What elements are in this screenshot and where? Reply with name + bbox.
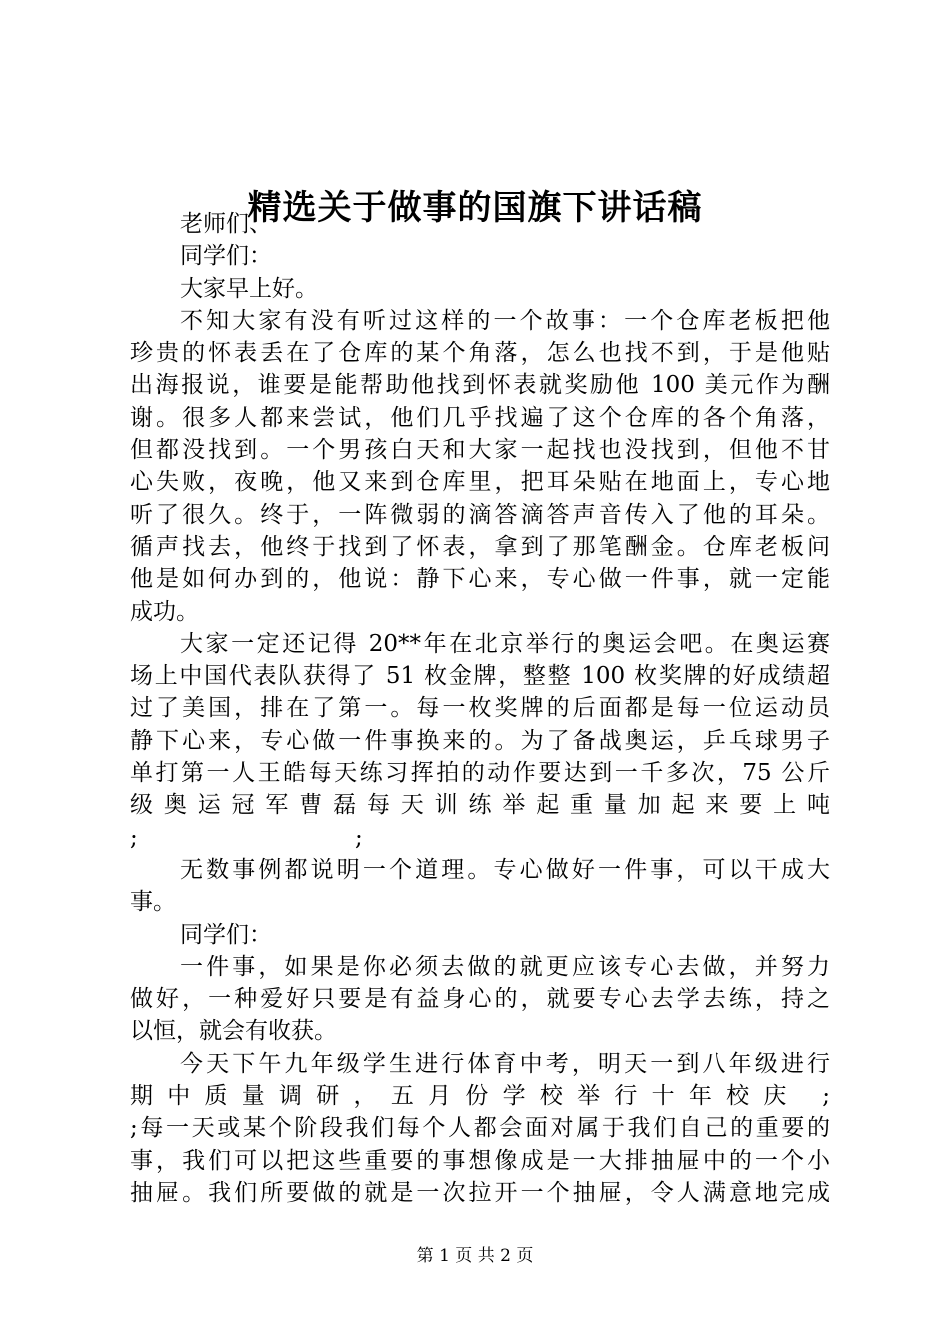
text-line: 抽屉。我们所要做的就是一次拉开一个抽屉，令人满意地完成 (130, 1179, 830, 1206)
text-line: 事，我们可以把这些重要的事想像成是一大排抽屉中的一个小 (130, 1147, 830, 1174)
text-line: 大家早上好。 (180, 275, 318, 302)
text-line: 静下心来，专心做一件事换来的。为了备战奥运，乒乓球男子 (130, 727, 830, 754)
text-line: 单打第一人王皓每天练习挥拍的动作要达到一千多次，75 公斤 (130, 760, 830, 787)
text-line: 同学们： (180, 243, 272, 270)
text-line: 谢。很多人都来尝试，他们几乎找遍了这个仓库的各个角落， (130, 404, 830, 431)
text-line: 循声找去，他终于找到了怀表，拿到了那笔酬金。仓库老板问 (130, 533, 830, 560)
document-body (130, 208, 830, 1209)
text-line: ; ; (130, 824, 363, 851)
text-line: 珍贵的怀表丢在了仓库的某个角落，怎么也找不到，于是他贴 (130, 340, 830, 367)
text-line: 大家一定还记得 20**年在北京举行的奥运会吧。在奥运赛 (180, 630, 830, 657)
text-line: 事。 (130, 889, 176, 916)
text-line: 无数事例都说明一个道理。专心做好一件事，可以干成大 (180, 856, 830, 883)
text-line: 老师们、 (180, 211, 272, 237)
document-title: 精选关于做事的国旗下讲话稿 (247, 188, 703, 228)
text-line: 同学们： (180, 921, 272, 948)
text-line: 期中质量调研，五月份学校举行十年校庆 ; (130, 1083, 830, 1110)
text-line: 成功。 (130, 598, 199, 625)
text-line: 但都没找到。一个男孩白天和大家一起找也没找到，但他不甘 (130, 437, 830, 464)
text-line: 今天下午九年级学生进行体育中考，明天一到八年级进行 (180, 1050, 830, 1077)
text-line: 他是如何办到的，他说：静下心来，专心做一件事，就一定能 (130, 566, 830, 593)
text-line: 以恒，就会有收获。 (130, 1018, 337, 1045)
text-line: 出海报说，谁要是能帮助他找到怀表就奖励他 100 美元作为酬 (130, 372, 830, 399)
text-line: 级奥运冠军曹磊每天训练举起重量加起来要上吨 (130, 792, 830, 819)
text-line: 做好，一种爱好只要是有益身心的，就要专心去学去练，持之 (130, 986, 830, 1013)
text-line: 过了美国，排在了第一。每一枚奖牌的后面都是每一位运动员 (130, 695, 830, 722)
page-footer: 第 1 页 共 2 页 (416, 1246, 534, 1266)
text-line: 心失败，夜晚，他又来到仓库里，把耳朵贴在地面上，专心地 (130, 469, 830, 496)
text-line: 听了很久。终于，一阵微弱的滴答滴答声音传入了他的耳朵。 (130, 501, 830, 528)
text-line: 场上中国代表队获得了 51 枚金牌，整整 100 枚奖牌的好成绩超 (130, 663, 830, 690)
text-line: ;每一天或某个阶段我们每个人都会面对属于我们自己的重要的 (130, 1115, 830, 1142)
text-line: 不知大家有没有听过这样的一个故事：一个仓库老板把他 (180, 307, 830, 334)
text-line: 一件事，如果是你必须去做的就更应该专心去做，并努力 (180, 953, 830, 980)
